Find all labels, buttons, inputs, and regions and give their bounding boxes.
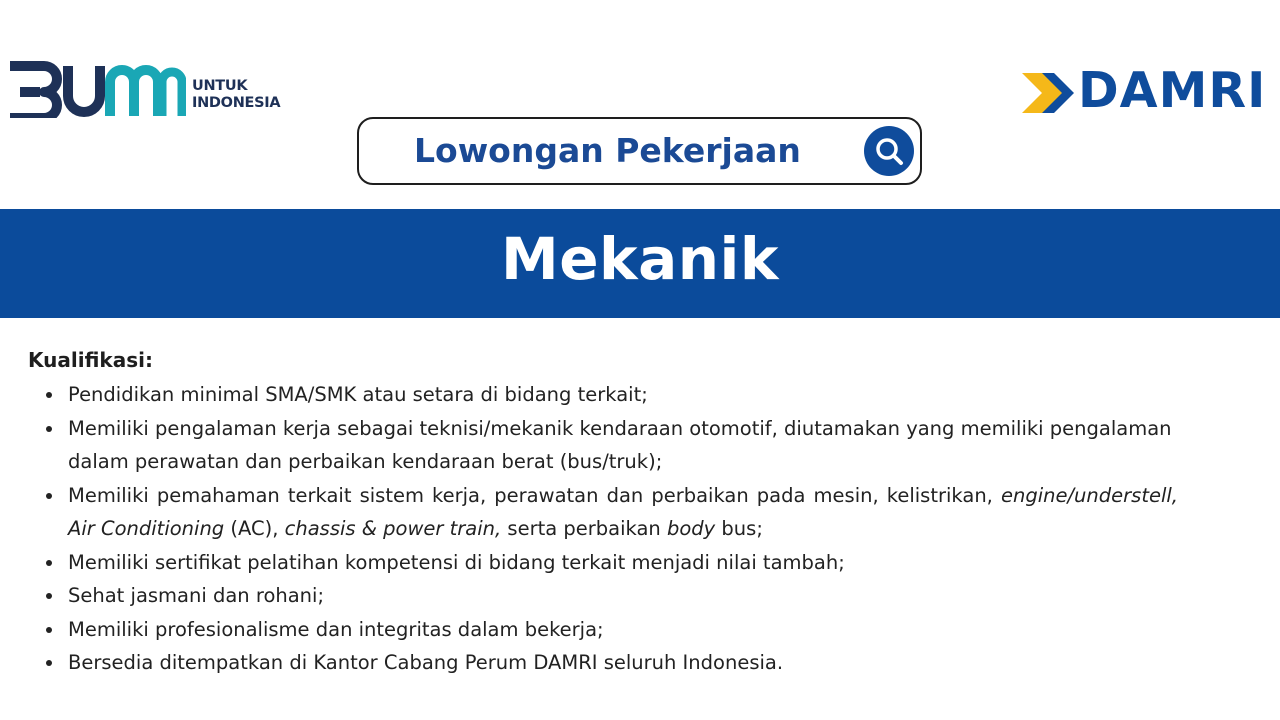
list-item <box>28 613 1178 647</box>
bumn-tagline <box>192 78 280 112</box>
bumn-logo <box>6 60 296 118</box>
damri-wordmark: DAMRI <box>1078 62 1267 119</box>
list-item-text-italic: engine/understell, Air Conditioning <box>68 483 1178 540</box>
search-icon <box>873 135 905 167</box>
title-banner <box>0 209 1280 318</box>
list-item-text: (AC), <box>224 517 285 540</box>
list-item-text: Pendidikan minimal SMA/SMK atau setara di bidang terkait; <box>68 383 648 406</box>
list-item-text: Bersedia ditempatkan di Kantor Cabang Perum DAMRI seluruh Indonesia. <box>68 651 784 674</box>
job-title: Mekanik <box>500 225 779 293</box>
bumn-logo-mark <box>6 60 186 118</box>
list-item <box>28 646 1178 680</box>
bumn-tagline-line2: INDONESIA <box>192 95 281 111</box>
list-item-text: Memiliki sertifikat pelatihan kompetensi di bidang terkait menjadi nilai tambah; <box>68 550 845 574</box>
search-label: Lowongan Pekerjaan <box>414 131 801 170</box>
list-item-text: bus; <box>715 517 763 540</box>
list-item-text-italic: chassis & power train, <box>284 517 502 540</box>
list-item-text: Memiliki profesionalisme dan integritas dalam bekerja; <box>68 617 604 641</box>
search-button[interactable] <box>864 126 914 176</box>
list-item-text: serta perbaikan <box>501 517 667 540</box>
list-item-text: Memiliki pemahaman terkait sistem kerja, perawatan dan perbaikan pada mesin, kelistrikan, <box>68 483 1001 507</box>
list-item <box>28 579 1178 613</box>
qualifications-section <box>28 348 1178 680</box>
bumn-tagline-line1: UNTUK <box>192 78 248 94</box>
damri-chevron-icon <box>1020 71 1076 115</box>
list-item-text-italic: body <box>666 517 716 540</box>
list-item <box>28 378 1178 412</box>
list-item-text: Memiliki pengalaman kerja sebagai teknisi/mekanik kendaraan otomotif, diutamakan yang memiliki pengalaman dalam perawatan dan perbaikan kendaraan berat (bus/truk); <box>68 416 1172 473</box>
damri-logo <box>1020 62 1275 122</box>
list-item <box>28 546 1178 580</box>
list-item <box>28 479 1178 546</box>
search-bar[interactable] <box>357 117 922 185</box>
qualifications-heading: Kualifikasi: <box>28 348 153 372</box>
list-item-text: Sehat jasmani dan rohani; <box>68 584 325 607</box>
qualifications-list <box>28 378 1178 680</box>
list-item <box>28 412 1178 479</box>
